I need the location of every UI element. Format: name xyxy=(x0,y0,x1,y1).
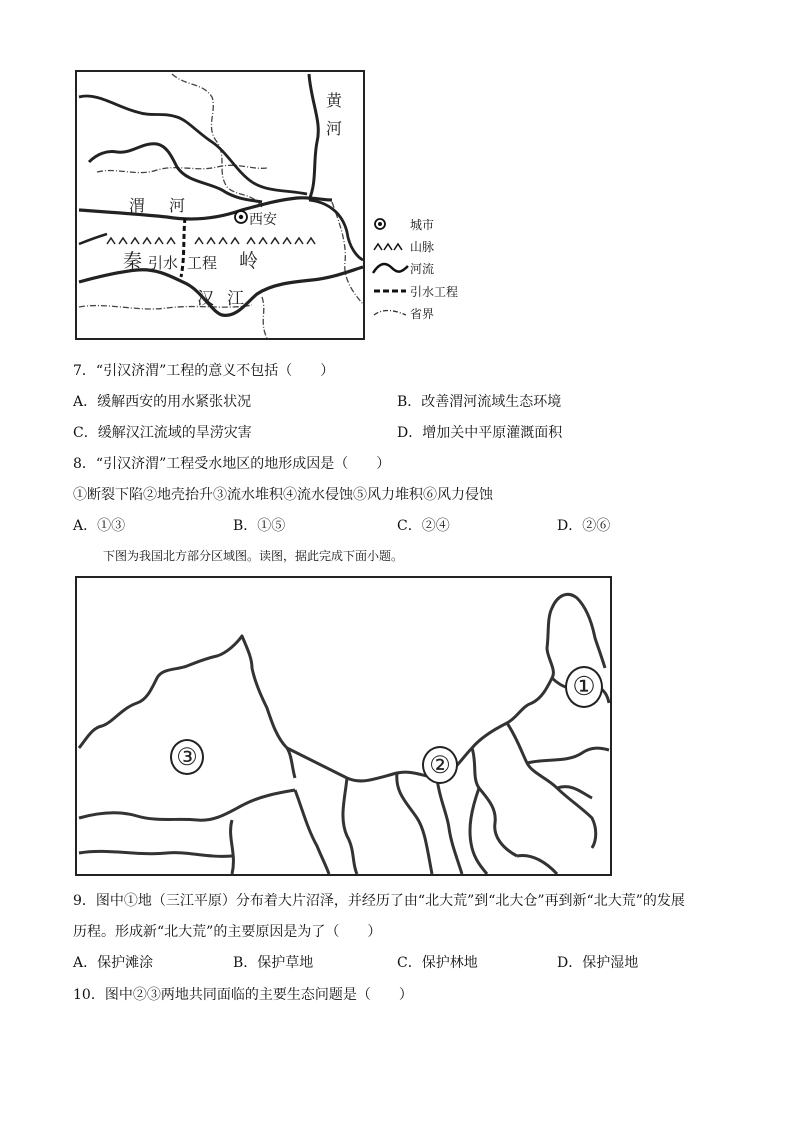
question-9-stem-line1: 9．图中①地（三江平原）分布着大片沼泽，并经历了由“北大荒”到“北大仓”再到新“北大荒”的发展 xyxy=(73,893,685,909)
region-border-line xyxy=(343,778,357,874)
yellow-river-line xyxy=(309,74,318,200)
question-7-option-a[interactable]: A．缓解西安的用水紧张状况 xyxy=(73,394,252,410)
question-10-stem: 10．图中②③两地共同面临的主要生态问题是（ ） xyxy=(73,987,413,1003)
question-group-intro: 下图为我国北方部分区域图。读图，据此完成下面小题。 xyxy=(103,549,404,563)
legend-city xyxy=(372,214,434,234)
northern-china-map xyxy=(75,576,612,876)
qin-label: 秦 xyxy=(123,250,143,272)
marker-1-sanjiang-plain xyxy=(565,666,603,708)
marker-2-label: ② xyxy=(429,751,451,779)
question-9-option-c[interactable]: C．保护林地 xyxy=(397,955,478,971)
province-border-line xyxy=(262,297,267,338)
legend-border-label: 省界 xyxy=(410,306,435,321)
han-river-line xyxy=(79,267,363,315)
han-label: 汉 xyxy=(197,289,214,309)
question-8-option-c[interactable]: C．②④ xyxy=(397,518,450,534)
question-8-option-b[interactable]: B．①⑤ xyxy=(233,518,286,534)
map2-drawing xyxy=(77,578,610,874)
mountain-icon xyxy=(372,238,410,254)
marker-1-label: ① xyxy=(572,672,596,702)
huanghe-label-bottom: 河 xyxy=(326,119,343,138)
region-border-line xyxy=(231,820,234,874)
region-border-line xyxy=(79,851,232,856)
question-8-choices: ①断裂下陷②地壳抬升③流水堆积④流水侵蚀⑤风力堆积⑥风力侵蚀 xyxy=(73,487,493,503)
question-7-stem: 7．“引汉济渭”工程的意义不包括（ ） xyxy=(73,363,335,379)
question-7-option-d[interactable]: D．增加关中平原灌溉面积 xyxy=(397,425,563,441)
yinshui-label: 引水 xyxy=(148,254,179,272)
legend-river-label: 河流 xyxy=(410,261,435,276)
border-icon xyxy=(372,305,410,321)
huanghe-label-top: 黄 xyxy=(326,91,343,110)
legend-mountain xyxy=(372,236,434,256)
question-7-option-b[interactable]: B．改善渭河流域生态环境 xyxy=(397,394,562,410)
question-8-option-d[interactable]: D．②⑥ xyxy=(557,518,611,534)
canal-icon xyxy=(372,283,410,299)
weihe-label-2: 河 xyxy=(169,196,186,215)
region-border-line xyxy=(470,788,487,874)
legend-city-label: 城市 xyxy=(410,217,435,232)
question-7-option-c[interactable]: C．缓解汉江流域的旱涝灾害 xyxy=(73,425,252,441)
question-9-option-b[interactable]: B．保护草地 xyxy=(233,955,314,971)
region-border-line xyxy=(397,773,432,874)
legend-canal xyxy=(372,281,458,301)
region-border-line xyxy=(437,778,462,874)
question-9-option-d[interactable]: D．保护湿地 xyxy=(557,955,639,971)
jiang-label: 江 xyxy=(227,289,244,309)
river-line xyxy=(79,234,107,244)
region-border-line xyxy=(507,723,596,848)
legend-mountain-label: 山脉 xyxy=(410,239,435,254)
wei-river-line xyxy=(79,198,332,219)
ling-label: 岭 xyxy=(239,250,259,272)
gongcheng-label: 工程 xyxy=(187,254,218,272)
province-border-line xyxy=(332,202,363,304)
region-border-line xyxy=(295,790,329,874)
marker-3 xyxy=(170,739,204,775)
question-9-option-a[interactable]: A．保护滩涂 xyxy=(73,955,154,971)
legend-canal-label: 引水工程 xyxy=(410,284,459,299)
region-border-line xyxy=(517,855,557,874)
qinling-water-diversion-map xyxy=(75,70,365,340)
region-border-line xyxy=(79,790,295,820)
city-icon xyxy=(372,216,410,232)
xian-city-marker xyxy=(235,211,247,223)
legend-river xyxy=(372,258,434,278)
marker-2 xyxy=(422,746,458,784)
question-8-option-a[interactable]: A．①③ xyxy=(73,518,126,534)
weihe-label-1: 渭 xyxy=(129,196,146,215)
question-8-stem: 8．“引汉济渭”工程受水地区的地形成因是（ ） xyxy=(73,456,391,472)
map1-drawing xyxy=(77,72,363,338)
xian-label: 西安 xyxy=(249,212,277,228)
region-border-line xyxy=(527,748,609,763)
river-line xyxy=(309,200,363,260)
qinling-mountain-symbols xyxy=(107,238,315,244)
question-9-stem-line2: 历程。形成新“北大荒”的主要原因是为了（ ） xyxy=(73,924,382,940)
legend-border xyxy=(372,303,434,323)
river-icon xyxy=(372,260,410,276)
region-border-line xyxy=(472,748,517,856)
diversion-canal-line xyxy=(181,218,185,277)
marker-3-label: ③ xyxy=(176,743,198,771)
